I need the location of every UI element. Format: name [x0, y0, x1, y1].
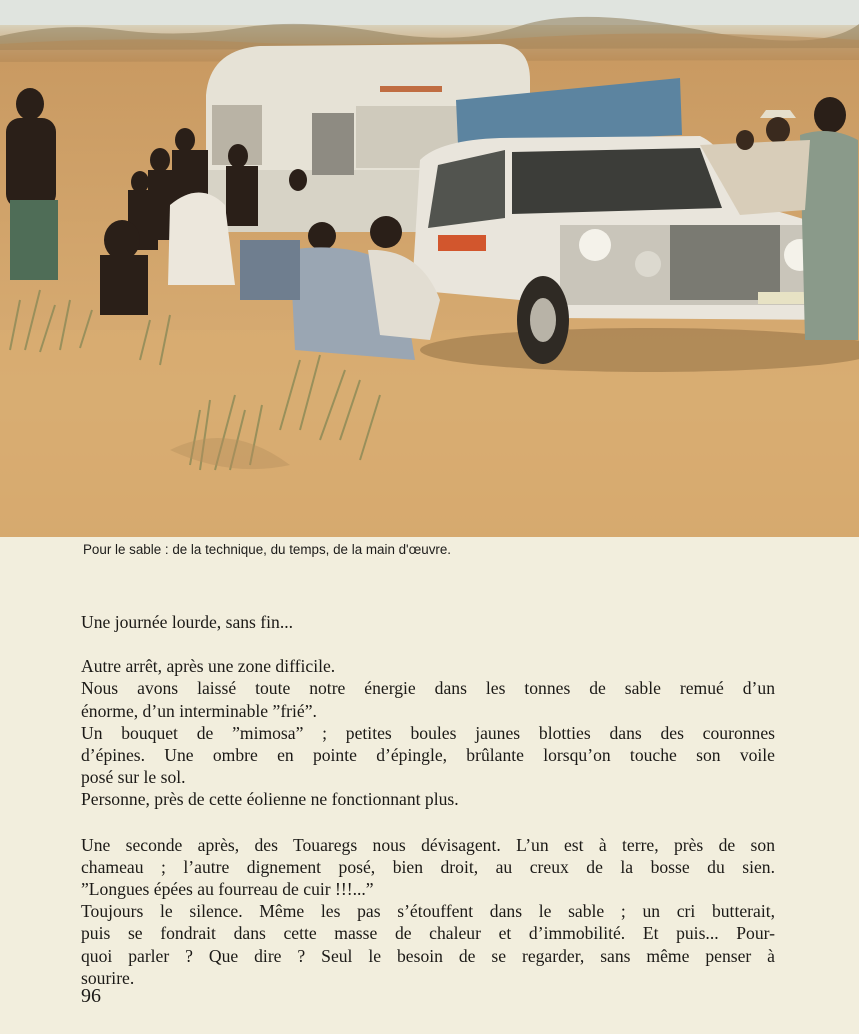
paragraph-line: ”Longues épées au fourreau de cuir !!!...”: [81, 879, 374, 900]
paragraph-line: chameau ; l’autre dignement posé, bien droit, au creux de la bosse du sien.: [81, 856, 775, 877]
paragraph-line: Autre arrêt, après une zone difficile.: [81, 656, 336, 677]
paragraph-line: Une journée lourde, sans fin...: [81, 612, 294, 632]
paragraph-line: Un bouquet de ”mimosa” ; petites boules jaunes blotties dans des couronnes: [81, 722, 775, 743]
paragraph-line: d’épines. Une ombre en pointe d’épingle, brûlante lorsqu’on touche son voile: [81, 745, 775, 766]
body-text: [81, 611, 775, 989]
paragraph-line: Personne, près de cette éolienne ne fonctionnant plus.: [81, 789, 459, 810]
paragraph-line: sourire.: [81, 967, 135, 988]
paragraph-line: puis se fondrait dans cette masse de chaleur et d’immobilité. Et puis... Pour-: [81, 923, 775, 944]
paragraph-line: quoi parler ? Que dire ? Seul le besoin de se regarder, sans même penser à: [81, 945, 775, 966]
paragraph-line: Toujours le silence. Même les pas s’étouffent dans le sable ; un cri butterait,: [81, 901, 775, 922]
photo-caption: Pour le sable : de la technique, du temps, de la main d'œuvre.: [83, 542, 452, 557]
paragraph-line: Une seconde après, des Touaregs nous dévisagent. L’un est à terre, près de son: [81, 834, 775, 855]
paragraph-line: énorme, d’un interminable ”frié”.: [81, 700, 317, 721]
paragraph-line: Nous avons laissé toute notre énergie dans les tonnes de sable remué d’un: [81, 678, 775, 699]
page-number: 96: [81, 985, 101, 1007]
paragraph-line: posé sur le sol.: [81, 767, 186, 788]
